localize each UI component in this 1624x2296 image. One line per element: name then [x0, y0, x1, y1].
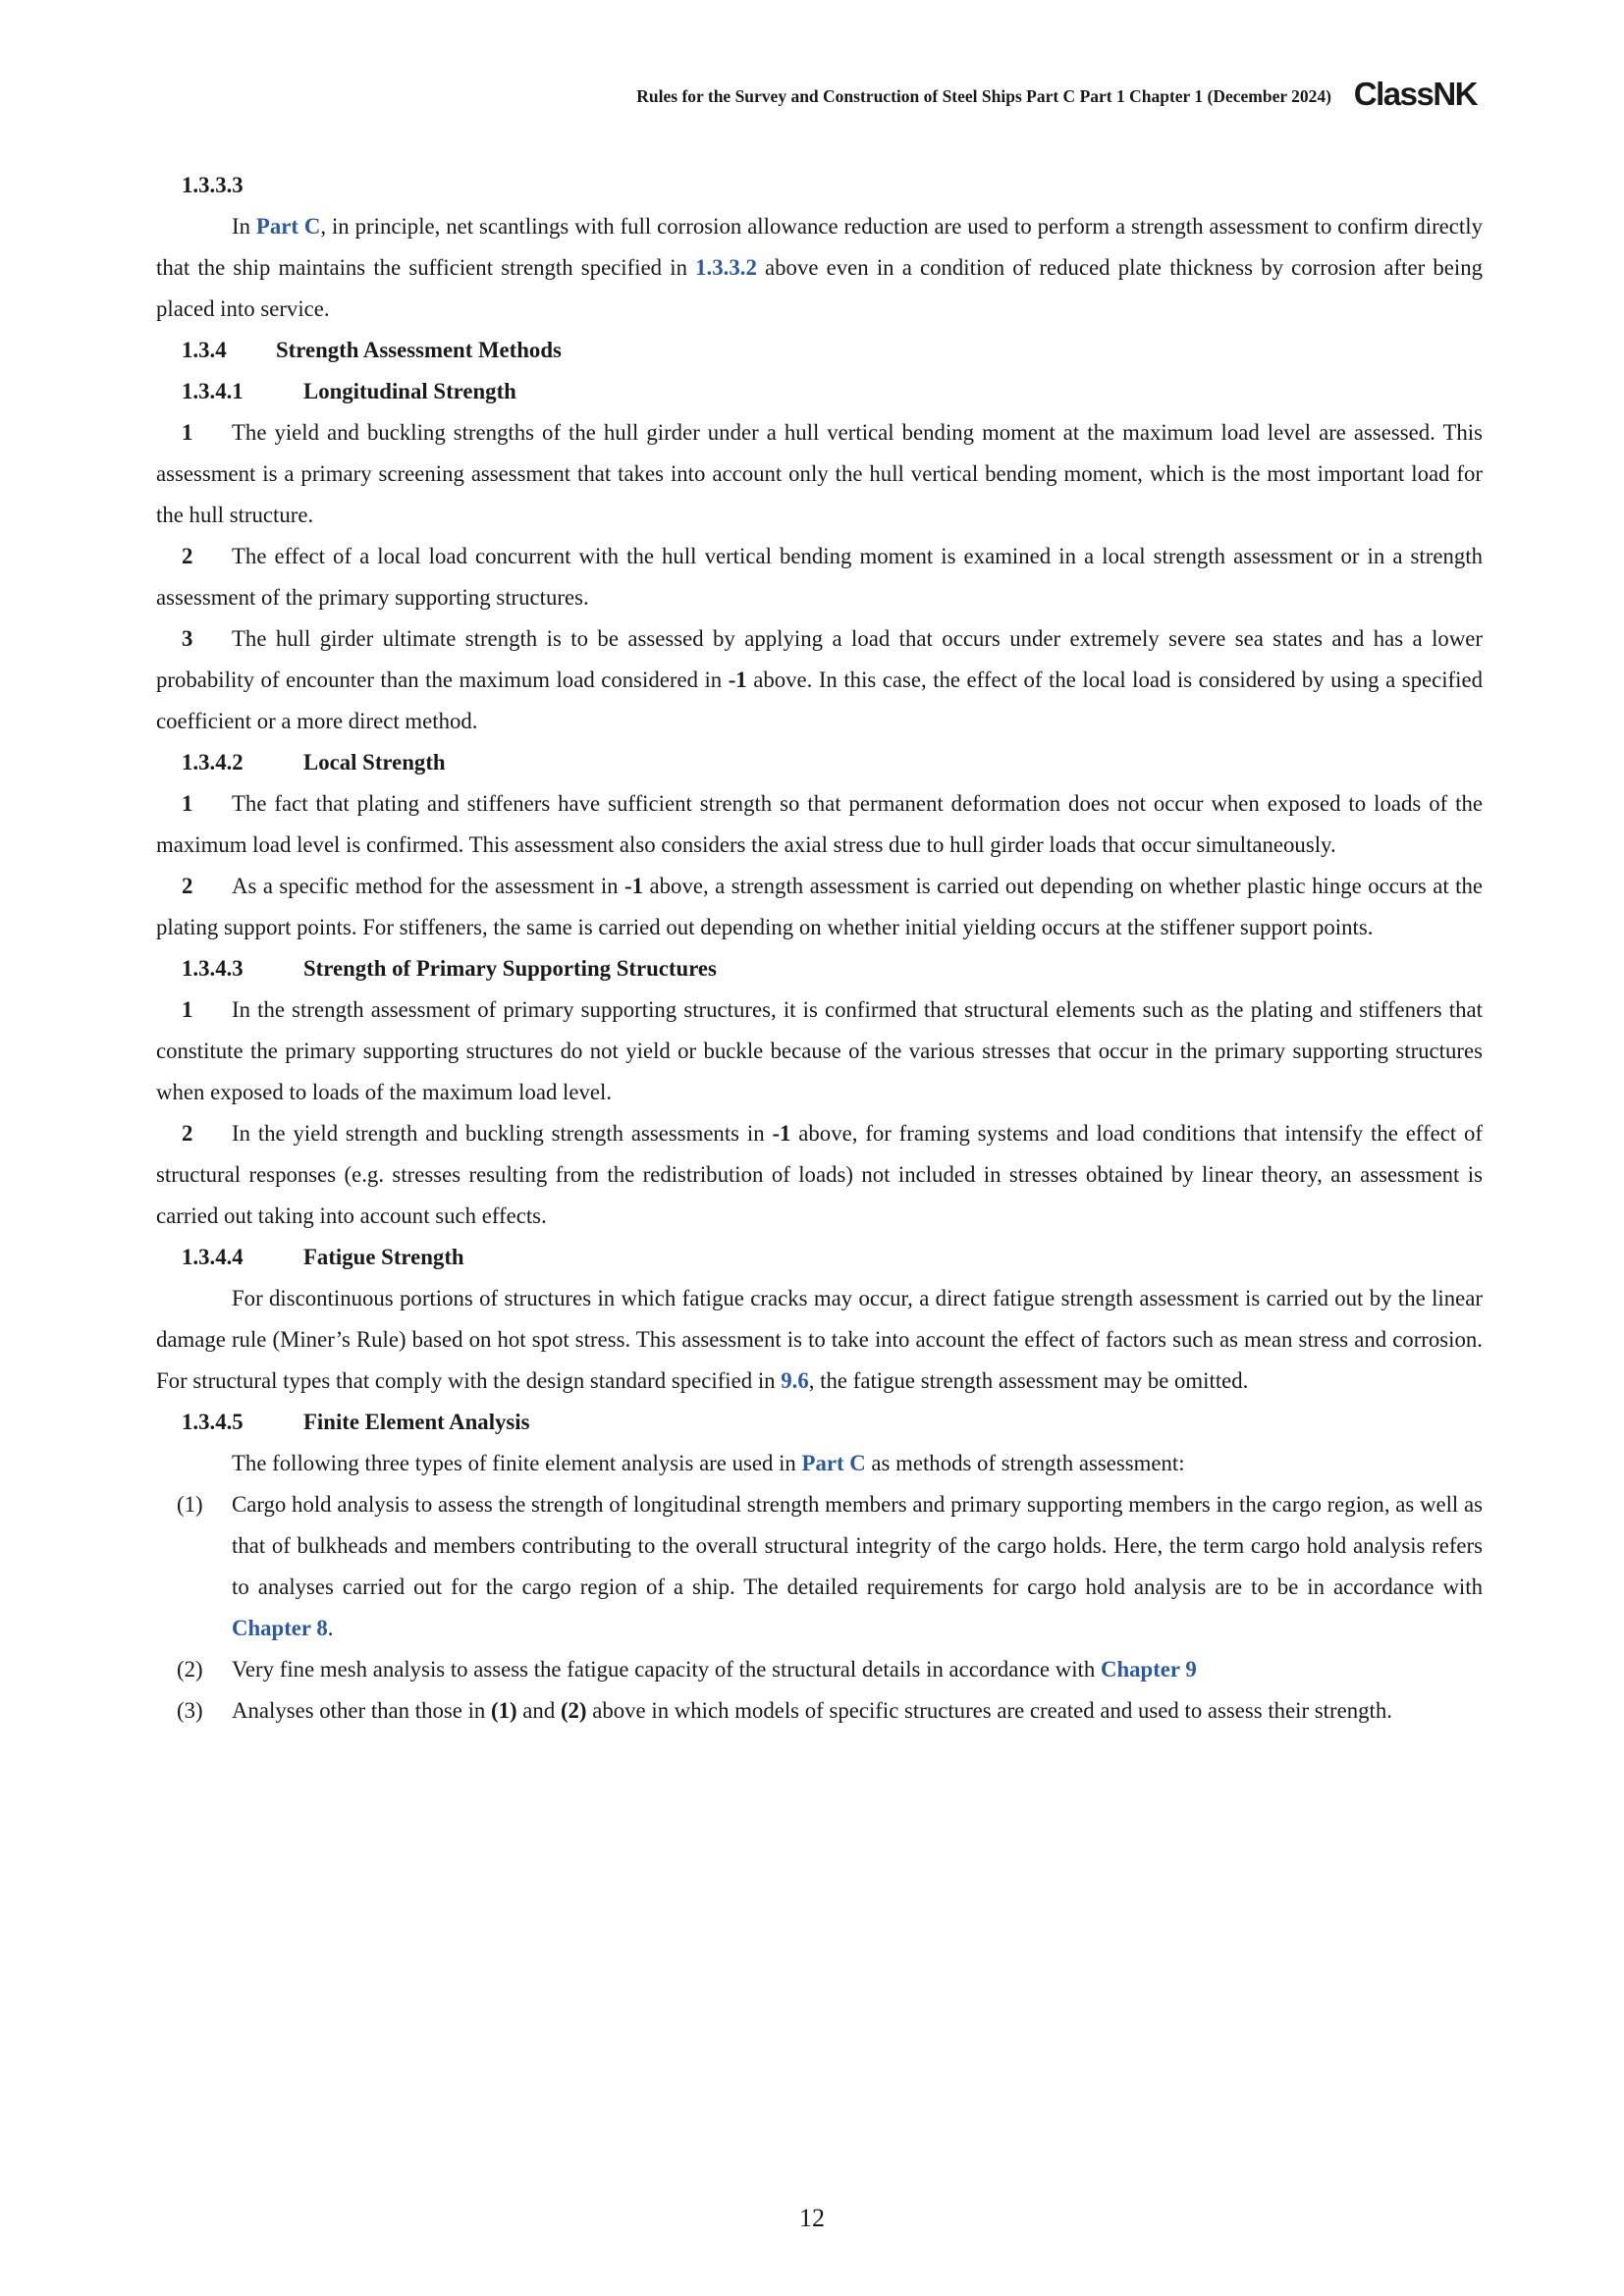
text: as methods of strength assessment:	[865, 1451, 1185, 1475]
paragraph-number: 1	[182, 791, 193, 816]
list-number: (2)	[177, 1657, 203, 1682]
text: In the yield strength and buckling strength assessments in	[232, 1121, 773, 1146]
section-1-3-4-4-heading	[156, 1237, 1483, 1278]
paragraph-1-3-4-3-2	[156, 1113, 1483, 1237]
text: Cargo hold analysis to assess the strength of longitudinal strength members and primary supporting members in the cargo region, as well as that of bulkheads and members contributing to the overall structural integrity of the cargo holds. Here, the term cargo hold analysis refers to analyses carried out for the cargo region of a ship. The detailed requirements for cargo hold analysis are to be in accordance with	[232, 1492, 1483, 1599]
document-body	[156, 165, 1483, 1732]
paragraph-1-3-4-5-intro	[156, 1443, 1483, 1484]
header-title: Rules for the Survey and Construction of Steel Ships Part C Part 1 Chapter 1 (December 2024)	[636, 86, 1331, 106]
link-9-6[interactable]: 9.6	[781, 1368, 809, 1393]
link-part-c[interactable]: Part C	[255, 214, 321, 239]
section-number: 1.3.4.2	[182, 750, 244, 774]
paragraph-reference: -1	[624, 874, 644, 898]
paragraph-1-3-4-1-1	[156, 412, 1483, 536]
section-number: 1.3.4.1	[182, 379, 244, 403]
list-reference: (2)	[560, 1698, 587, 1723]
text: Analyses other than those in	[232, 1698, 492, 1723]
text: above even in a condition of reduced plate thickness by corrosion after being placed into service.	[156, 255, 1483, 321]
text: The following three types of finite element analysis are used in	[232, 1451, 802, 1475]
link-chapter-8[interactable]: Chapter 8	[232, 1616, 328, 1640]
classnk-logo: ClassNK	[1353, 76, 1477, 112]
text: and	[516, 1698, 561, 1723]
running-header	[0, 75, 1477, 114]
list-reference: (1)	[491, 1698, 517, 1723]
text: above, for framing systems and load conditions that intensify the effect of structural responses (e.g. stresses resulting from the redistribution of loads) not included in stresses obtained by linear theory, an assessment is carried out taking into account such effects.	[156, 1121, 1483, 1228]
section-title: Finite Element Analysis	[303, 1410, 530, 1434]
paragraph-1-3-4-3-1	[156, 989, 1483, 1113]
link-1-3-3-2[interactable]: 1.3.3.2	[695, 255, 757, 280]
text: above in which models of specific structures are created and used to assess their strength.	[586, 1698, 1392, 1723]
list-item-3	[156, 1690, 1483, 1732]
text: The hull girder ultimate strength is to be assessed by applying a load that occurs under extremely severe sea states and has a lower probability of encounter than the maximum load considered in	[156, 626, 1483, 692]
link-chapter-9[interactable]: Chapter 9	[1100, 1657, 1197, 1682]
paragraph-1-3-4-4	[156, 1278, 1483, 1402]
section-title: Longitudinal Strength	[303, 379, 516, 403]
section-title: Strength of Primary Supporting Structures	[303, 956, 717, 981]
section-1-3-4-1-heading	[156, 371, 1483, 412]
text: above. In this case, the effect of the local load is considered by using a specified coefficient or a more direct method.	[156, 667, 1483, 733]
section-title: Local Strength	[303, 750, 446, 774]
list-item-2	[156, 1649, 1483, 1690]
text: Very fine mesh analysis to assess the fatigue capacity of the structural details in accordance with	[232, 1657, 1101, 1682]
section-number: 1.3.4.3	[182, 956, 244, 981]
text: .	[327, 1616, 334, 1640]
text: The effect of a local load concurrent with the hull vertical bending moment is examined in a local strength assessment or in a strength assessment of the primary supporting structures.	[156, 544, 1483, 610]
paragraph-reference: -1	[772, 1121, 791, 1146]
text: above, a strength assessment is carried out depending on whether plastic hinge occurs at the plating support points. For stiffeners, the same is carried out depending on whether initial yielding occurs at the stiffener support points.	[156, 874, 1484, 939]
paragraph-1-3-4-2-2	[156, 866, 1483, 948]
text: In the strength assessment of primary supporting structures, it is confirmed that structural elements such as the plating and stiffeners that constitute the primary supporting structures do not yield or buckle because of the various stresses that occur in the primary supporting structures when exposed to loads of the maximum load level.	[156, 997, 1483, 1104]
section-number: 1.3.4.5	[182, 1410, 244, 1434]
paragraph-number: 1	[182, 997, 193, 1022]
section-title: Strength Assessment Methods	[276, 338, 562, 362]
text: The yield and buckling strengths of the hull girder under a hull vertical bending moment at the maximum load level are assessed. This assessment is a primary screening assessment that takes into account only the hull vertical bending moment, which is the most important load for the hull structure.	[156, 420, 1483, 527]
section-1-3-3-3-heading	[156, 165, 1483, 206]
paragraph-1-3-4-2-1	[156, 783, 1483, 866]
text: , the fatigue strength assessment may be omitted.	[808, 1368, 1249, 1393]
section-number: 1.3.4.4	[182, 1245, 244, 1269]
page-number: 12	[799, 2204, 825, 2232]
paragraph-number: 2	[182, 1121, 193, 1146]
paragraph-number: 1	[182, 420, 193, 445]
section-1-3-4-3-heading	[156, 948, 1483, 989]
section-title: Fatigue Strength	[303, 1245, 464, 1269]
text: , in principle, net scantlings with full corrosion allowance reduction are used to perform a strength assessment to confirm directly that the ship maintains the sufficient strength specified in	[156, 214, 1483, 280]
section-number: 1.3.3.3	[182, 173, 244, 197]
text: The fact that plating and stiffeners have sufficient strength so that permanent deformation does not occur when exposed to loads of the maximum load level is confirmed. This assessment also considers the axial stress due to hull girder loads that occur simultaneously.	[156, 791, 1483, 857]
list-number: (1)	[177, 1492, 203, 1517]
text: In	[232, 214, 256, 239]
paragraph-1-3-4-1-3	[156, 618, 1483, 742]
section-1-3-3-3-paragraph	[156, 206, 1483, 330]
section-number: 1.3.4	[182, 338, 227, 362]
paragraph-reference: -1	[728, 667, 747, 692]
section-1-3-4-5-heading	[156, 1402, 1483, 1443]
section-1-3-4-2-heading	[156, 742, 1483, 783]
text: As a specific method for the assessment in	[232, 874, 625, 898]
section-1-3-4-heading	[156, 330, 1483, 371]
paragraph-1-3-4-1-2	[156, 536, 1483, 618]
list-item-1	[156, 1484, 1483, 1649]
paragraph-number: 3	[182, 626, 193, 651]
list-number: (3)	[177, 1698, 203, 1723]
text: For discontinuous portions of structures in which fatigue cracks may occur, a direct fatigue strength assessment is carried out by the linear damage rule (Miner’s Rule) based on hot spot stress. This assessment is to take into account the effect of factors such as mean stress and corrosion. For structural types that comply with the design standard specified in	[156, 1286, 1483, 1393]
paragraph-number: 2	[182, 874, 193, 898]
link-part-c[interactable]: Part C	[801, 1451, 866, 1475]
paragraph-number: 2	[182, 544, 193, 568]
